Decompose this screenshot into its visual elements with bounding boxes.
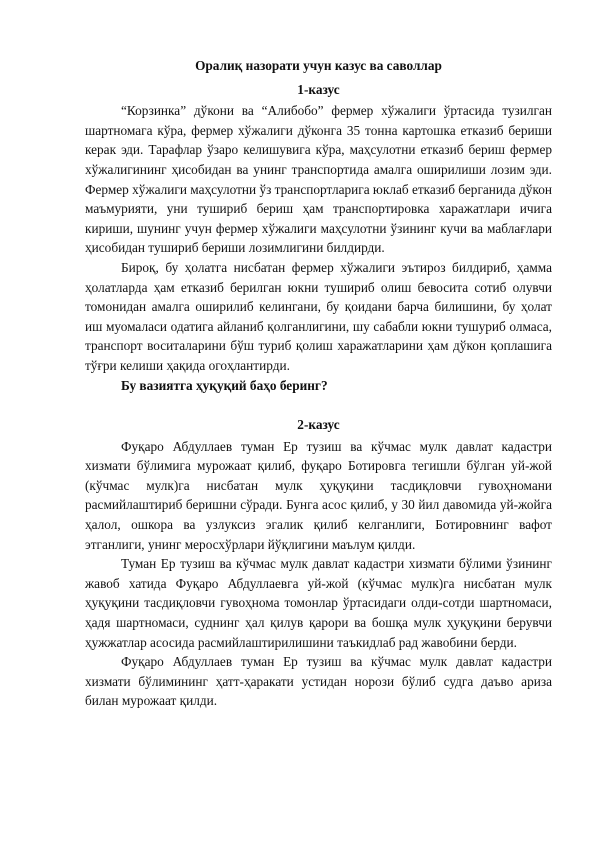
case2-paragraph-3: Фуқаро Абдуллаев туман Ер тузиш ва кўчмас мулк давлат кадастри хизмати бўлимининг ҳатт-ҳаракати устидан норози бўлиб судга даъво ариза билан мурожаат қилди. [85,654,552,709]
document-page [85,56,552,711]
case1-question: Бу вазиятга ҳуқуқий баҳо беринг? [121,377,328,393]
case1-paragraph-2: Бироқ, бу ҳолатга нисбатан фермер хўжалиги эътироз билдириб, ҳамма ҳолатларда ҳам етказиб берилган юкни тушириб олиш бевосита сотиб олувчи томонидан амалга оширилиб келингани, бу қоидани барча билишини, бу ҳолат иш муомаласи одатига айланиб қолганлигини, шу сабабли юкни тушуриб олмаса, транспорт воситаларини бўш туриб қолиш харажатларини ҳам дўкон қоплашига тўғри келиши ҳақида огоҳлантирди. [85,259,552,373]
case1-paragraph-1: “Корзинка” дўкони ва “Алибобо” фермер хўжалиги ўртасида тузилган шартномага кўра, фермер хўжалиги дўконга 35 тонна картошка етказиб бериши керак эди. Тарафлар ўзаро келишувига кўра, маҳсулотни етказиб бериш фермер хўжалигининг ҳисобидан ва унинг транспортида амалга оширилиши лозим эди. Фермер хўжалиги маҳсулотни ўз транспортларига юклаб етказиб берганида дўкон маъмурияти, уни тушириб бериш ҳам транспортировка харажатлари ичига кириши, шунинг учун фермер хўжалиги маҳсулотни ўзининг кучи ва маблағлари ҳисобидан тушириб бериши лозимлигини билдирди. [85,103,552,256]
case2-paragraph-1: Фуқаро Абдуллаев туман Ер тузиш ва кўчмас мулк давлат кадастри хизмати бўлимига мурожаат қилиб, фуқаро Ботировга тегишли бўлган уй-жой (кўчмас мулк)га нисбатан мулк ҳуқуқини тасдиқловчи гувоҳномани расмийлаштириб беришни сўради. Бунга асос қилиб, у 30 йил давомида уй-жойга ҳалол, ошкора ва узлуксиз эгалик қилиб келганлиги, Ботировнинг вафот этганлиги, унинг меросхўрлари йўқлигини маълум қилди. [85,438,552,552]
case1-heading: 1-казус [297,81,340,97]
case2-heading: 2-казус [297,417,340,433]
document-title: Оралиқ назорати учун казус ва саволлар [195,58,442,73]
case2-paragraph-2: Туман Ер тузиш ва кўчмас мулк давлат кадастри хизмати бўлими ўзининг жавоб хатида Фуқаро Абдуллаевга уй-жой (кўчмас мулк)га нисбатан мулк ҳуқуқини тасдиқловчи гувоҳнома томонлар ўртасидаги олди-сотди шартномаси, ҳадя шартномаси, суднинг ҳал қилув қарори ва бошқа мулк ҳуқуқини берувчи ҳужжатлар асосида расмийлаштирилишини таъкидлаб рад жавобини берди. [85,556,552,650]
